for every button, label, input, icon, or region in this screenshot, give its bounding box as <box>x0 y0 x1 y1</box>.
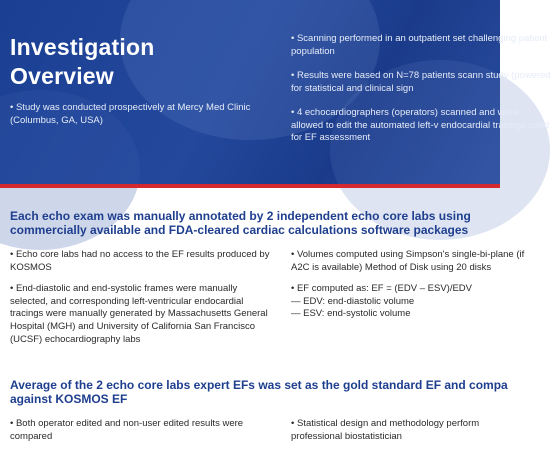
list-item: • Results were based on N=78 patients scann study (powered for statistical and clinical sign <box>291 70 551 94</box>
section-heading-annotation: Each echo exam was manually annotated by 2 independent echo core labs using commercially available and FDA-cleared cardiac calculations software packages <box>10 209 471 237</box>
list-item: • Scanning performed in an outpatient set challenging patient population <box>291 33 548 57</box>
list-item: • Both operator edited and non-user edited results were compared <box>10 418 244 442</box>
divider-bar <box>0 184 500 188</box>
section1-left-column <box>10 249 272 355</box>
hero-bullet-list <box>291 33 551 157</box>
page-title: Investigation Overview <box>10 34 155 89</box>
section-heading-gold-standard: Average of the 2 echo core labs expert EFs was set as the gold standard EF and compa against KOSMOS EF <box>10 378 508 406</box>
list-item: • End-diastolic and end-systolic frames were manually selected, and corresponding left-ventricular endocardial tracings were manually generated by Massachusetts General Hospital (MGH) and University of California San Francisco (UCSF) echocardiography labs <box>10 283 268 345</box>
list-item: • Volumes computed using Simpson's single-bi-plane (if A2C is available) Method of Disk using 20 disks <box>291 249 525 273</box>
list-item: • EF computed as: EF = (EDV – ESV)/EDV — EDV: end-diastolic volume — ESV: end-systolic volume <box>291 283 472 320</box>
section2-right-column <box>291 418 531 452</box>
study-location-bullet: • Study was conducted prospectively at Mercy Med Clinic (Columbus, GA, USA) <box>10 102 251 126</box>
section1-right-column <box>291 249 531 330</box>
hero-banner <box>0 0 551 184</box>
list-item: • Statistical design and methodology perform professional biostatistician <box>291 418 480 442</box>
list-item: • Echo core labs had no access to the EF results produced by KOSMOS <box>10 249 270 273</box>
section2-left-column <box>10 418 272 452</box>
list-item: • 4 echocardiographers (operators) scanned and were allowed to edit the automated left-v endocardial tracings used for EF assessment <box>291 107 550 143</box>
